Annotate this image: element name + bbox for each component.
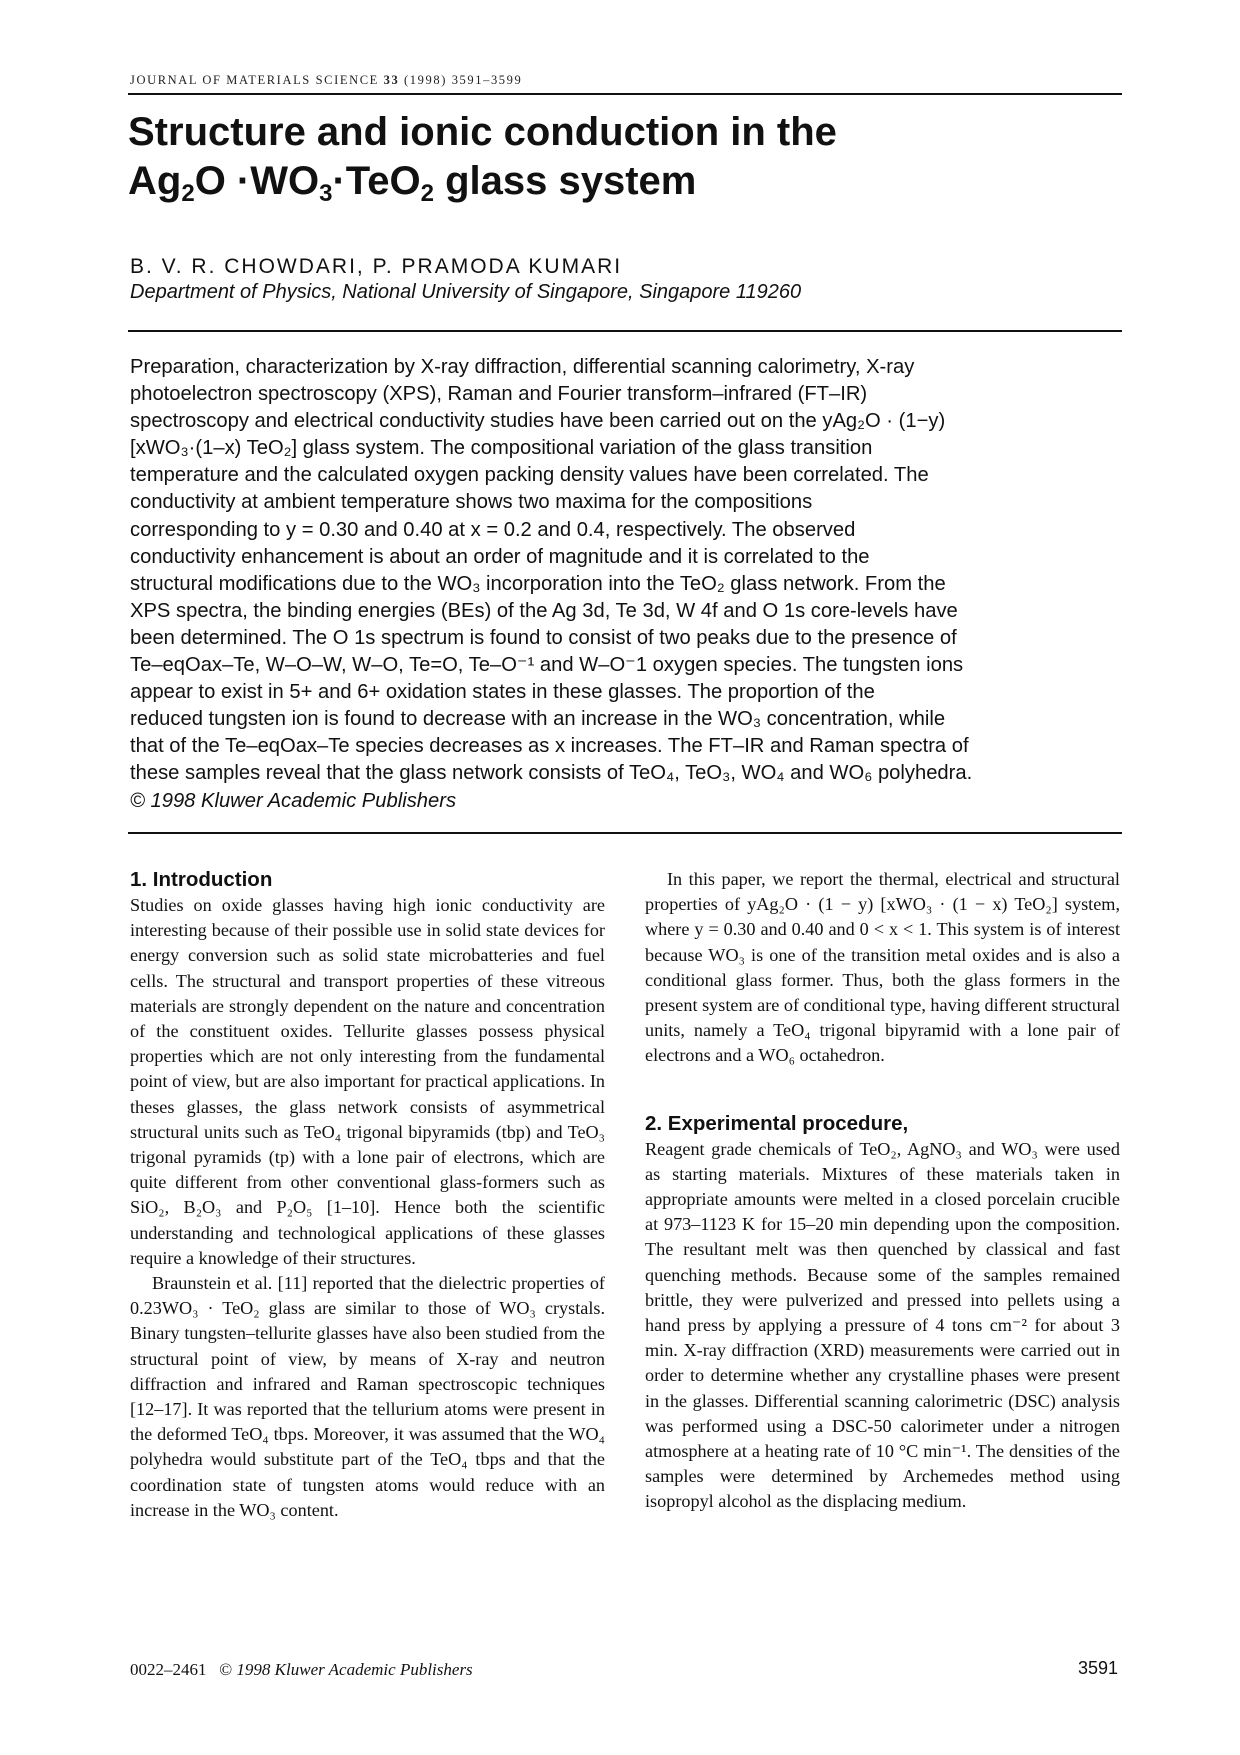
section-gap	[645, 1069, 1120, 1111]
abstract-line: XPS spectra, the binding energies (BEs) of the Ag 3d, Te 3d, W 4f and O 1s core-levels have	[130, 599, 958, 622]
abstract-line: corresponding to y = 0.30 and 0.40 at x = 0.2 and 0.4, respectively. The observed	[130, 518, 856, 541]
intro-paragraph-3: In this paper, we report the thermal, electrical and structural properties of yAg₂O · (1 − y) [xWO₃ · (1 − x) TeO₂] system, where y = 0.30 and 0.40 and 0 < x < 1. This system is of interest because WO₃ is one of the transition metal oxides and is also a conditional glass former. Thus, both the glass formers in the present system are of conditional type, having different structural units, namely a TeO₄ trigonal bipyramid with a lone pair of electrons and a WO₆ octahedron.	[645, 869, 1120, 1066]
abstract-line: these samples reveal that the glass network consists of TeO₄, TeO₃, WO₄ and WO₆ polyhedra.	[130, 762, 973, 785]
issn-code: 0022–2461	[130, 1660, 207, 1679]
title-line-1: Structure and ionic conduction in the	[128, 110, 837, 154]
affiliation: Department of Physics, National University of Singapore, Singapore 119260	[130, 281, 802, 303]
abstract-copyright: © 1998 Kluwer Academic Publishers	[130, 789, 457, 812]
header-rule	[128, 93, 1122, 95]
abstract-line: that of the Te–eqOax–Te species decreases as x increases. The FT–IR and Raman spectra of	[130, 735, 969, 758]
authors: B. V. R. CHOWDARI, P. PRAMODA KUMARI	[130, 255, 623, 278]
abstract-line: been determined. The O 1s spectrum is found to consist of two peaks due to the presence of	[130, 626, 957, 649]
abstract	[130, 354, 1123, 815]
journal-year-pages: (1998) 3591–3599	[404, 73, 523, 87]
journal-volume: 33	[383, 73, 400, 87]
abstract-line: conductivity enhancement is about an order of magnitude and it is correlated to the	[130, 545, 870, 568]
footer-publisher	[130, 1660, 473, 1680]
abstract-line: photoelectron spectroscopy (XPS), Raman and Fourier transform–infrared (FT–IR)	[130, 383, 868, 406]
abstract-line: structural modifications due to the WO₃ incorporation into the TeO₂ glass network. From the	[130, 572, 946, 595]
section-heading-experimental: 2. Experimental procedure,	[645, 1111, 909, 1135]
abstract-line: appear to exist in 5+ and 6+ oxidation states in these glasses. The proportion of the	[130, 681, 875, 704]
section-heading-introduction: 1. Introduction	[130, 868, 273, 891]
experimental-paragraph-1: Reagent grade chemicals of TeO₂, AgNO₃ and WO₃ were used as starting materials. Mixtures of these materials taken in appropriate amounts were melted in a closed porcelain crucible at 973–1123 K for 15–20 min depending upon the composition. The resultant melt was then quenched by classical and fast quenching methods. Because some of the samples remained brittle, they were pulverized and pressed into pellets using a hand press by applying a pressure of 4 tons cm⁻² for about 3 min. X-ray diffraction (XRD) measurements were carried out in order to determine whether any crystalline phases were present in the glasses. Differential scanning calorimetric (DSC) analysis was performed using a DSC-50 calorimeter under a nitrogen atmosphere at a heating rate of 10 °C min⁻¹. The densities of the samples were determined by Archemedes method using isopropyl alcohol as the displacing medium.	[645, 1138, 1120, 1512]
abstract-line: spectroscopy and electrical conductivity studies have been carried out on the yAg₂O · (1−y)	[130, 410, 946, 433]
abstract-top-rule	[128, 330, 1122, 332]
page-number: 3591	[1077, 1658, 1118, 1678]
paper-title	[128, 108, 1118, 206]
title-line-2: $Ag_2O \cdot WO_3\cdot TeO_2$ glass system	[128, 159, 697, 207]
abstract-line: conductivity at ambient temperature shows two maxima for the compositions	[130, 491, 813, 514]
copyright-symbol: ©	[219, 1660, 233, 1679]
intro-paragraph-2: Braunstein et al. [11] reported that the dielectric properties of 0.23WO₃ · TeO₂ glass are similar to those of WO₃ crystals. Binary tungsten–tellurite glasses have also been studied from the structural point of view, by means of X-ray and neutron diffraction and infrared and Raman spectroscopic techniques [12–17]. It was reported that the tellurium atoms were present in the deformed TeO₄ tbps. Moreover, it was assumed that the WO₄ polyhedra would substitute part of the TeO₄ tbps and that the coordination state of tungsten atoms would reduce with an increase in the WO₃ content.	[130, 1273, 605, 1520]
abstract-line: [xWO₃·(1–x) TeO₂] glass system. The compositional variation of the glass transition	[130, 437, 873, 460]
journal-name: JOURNAL OF MATERIALS SCIENCE	[130, 73, 379, 87]
abstract-line: temperature and the calculated oxygen packing density values have been correlated. The	[130, 464, 929, 487]
abstract-line: Te–eqOax–Te, W–O–W, W–O, Te=O, Te–O⁻¹ and W–O⁻1 oxygen species. The tungsten ions	[130, 654, 964, 677]
intro-paragraph-1: Studies on oxide glasses having high ionic conductivity are interesting because of their possible use in solid state devices for energy conversion such as solid state microbatteries and fuel cells. The structural and transport properties of these vitreous materials are strongly dependent on the nature and concentration of the constituent oxides. Tellurite glasses possess physical properties which are not only interesting from the fundamental point of view, but are also important for practical applications. In theses glasses, the glass network consists of asymmetrical structural units such as TeO₄ trigonal bipyramids (tbp) and TeO₃ trigonal pyramids (tp) with a lone pair of electrons, which are quite different from other conventional glass-formers such as SiO₂, B₂O₃ and P₂O₅ [1–10]. Hence both the scientific understanding and technological applications of these glasses require a knowledge of their structures.	[130, 895, 605, 1268]
abstract-bottom-rule	[128, 832, 1122, 834]
running-head	[130, 73, 1120, 88]
abstract-line: Preparation, characterization by X-ray diffraction, differential scanning calorimetry, X-ray	[130, 356, 915, 378]
left-column	[130, 867, 605, 1523]
right-column	[645, 867, 1120, 1515]
publisher-name: 1998 Kluwer Academic Publishers	[236, 1660, 473, 1679]
abstract-line: reduced tungsten ion is found to decrease with an increase in the WO₃ concentration, while	[130, 708, 946, 731]
